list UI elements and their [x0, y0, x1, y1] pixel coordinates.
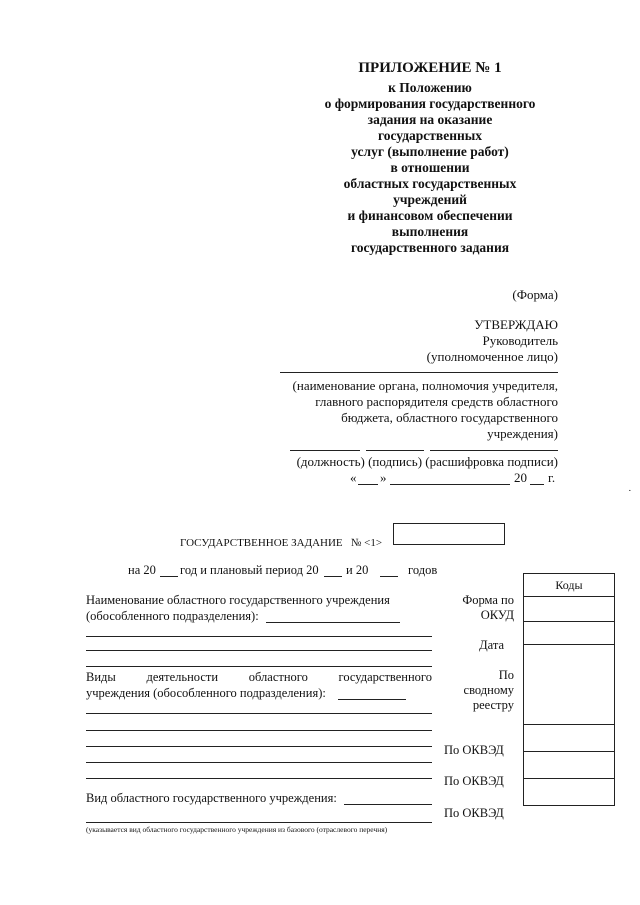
assignment-number: № <1> [350, 537, 383, 549]
annex-line: и финансовом обеспечении [347, 208, 513, 223]
approve-label: УТВЕРЖДАЮ [474, 317, 558, 332]
annex-line: выполнения [391, 224, 469, 239]
org-note-line: главного распорядителя средств областного [315, 394, 558, 409]
okud-label [440, 593, 514, 623]
okved-label-2: По ОКВЭД [444, 774, 504, 788]
annex-line: учреждений [393, 192, 467, 207]
period-mid: год и плановый период 20 [180, 563, 319, 577]
date-open-quote: « [350, 470, 357, 485]
date-close-quote: » [380, 470, 387, 485]
sign-caption: (должность) (подпись) (расшифровка подписи) [296, 454, 558, 469]
okved-label-1: По ОКВЭД [444, 743, 504, 757]
period-year-line[interactable] [160, 576, 178, 577]
inst-name-label-2: (обособленного подразделения): [86, 609, 259, 623]
assignment-title-text: ГОСУДАРСТВЕННОЕ ЗАДАНИЕ [180, 537, 343, 549]
assignment-title [180, 537, 382, 549]
org-name-line[interactable] [280, 372, 558, 373]
annex-line: о формирования государственного [324, 96, 536, 111]
inst-name-line[interactable] [86, 666, 432, 667]
activities-line[interactable] [86, 762, 432, 763]
activities-line[interactable] [86, 778, 432, 779]
annex-line: областных государственных [343, 176, 517, 191]
activities-label-1: Виды деятельности областного государственного [86, 670, 432, 684]
okud-label-line: Форма по [462, 593, 514, 607]
plan-year-1-line[interactable] [324, 576, 342, 577]
okved-code-cell-1[interactable] [524, 725, 614, 752]
annex-line: государственных [377, 128, 483, 143]
codes-header: Коды [524, 574, 614, 597]
inst-type-line[interactable] [86, 822, 432, 823]
date-year-prefix: 20 [514, 470, 527, 485]
inst-name-line[interactable] [266, 622, 400, 623]
inst-name-line[interactable] [86, 650, 432, 651]
plan-year-2-line[interactable] [380, 576, 398, 577]
activities-line[interactable] [86, 713, 432, 714]
annex-subtitle [300, 80, 560, 256]
authorized-label: (уполномоченное лицо) [426, 349, 558, 364]
date-year-line[interactable] [530, 484, 544, 485]
activities-line[interactable] [338, 699, 406, 700]
registry-label-line: По [498, 668, 514, 682]
form-label: (Форма) [512, 287, 558, 302]
head-label: Руководитель [482, 333, 558, 348]
activities-label-2: учреждения (обособленного подразделения): [86, 686, 326, 700]
activities-line[interactable] [86, 746, 432, 747]
date-code-cell[interactable] [524, 622, 614, 645]
period-prefix: на 20 [128, 563, 156, 577]
inst-name-line[interactable] [86, 636, 432, 637]
annex-line: задания на оказание [367, 112, 493, 127]
date-year-suffix: г. [548, 470, 556, 485]
date-month-line[interactable] [390, 484, 510, 485]
approval-date [350, 470, 560, 486]
registry-label-line: реестру [472, 698, 514, 712]
okved-code-cell-2[interactable] [524, 752, 614, 779]
date-day-line[interactable] [358, 484, 378, 485]
inst-type-label: Вид областного государственного учреждения: [86, 791, 337, 805]
org-note-line: бюджета, областного государственного [341, 410, 558, 425]
okved-code-cell-3[interactable] [524, 779, 614, 806]
annex-line: государственного задания [350, 240, 510, 255]
annex-line: к Положению [388, 80, 472, 95]
date-label: Дата [479, 638, 504, 652]
inst-name-label-1: Наименование областного государственного учреждения [86, 593, 390, 607]
annex-title: ПРИЛОЖЕНИЕ № 1 [358, 60, 502, 76]
org-note-line: (наименование органа, полномочия учредителя, [292, 378, 558, 393]
period-line [128, 563, 458, 579]
annex-line: в отношении [390, 160, 470, 175]
period-suffix: годов [408, 563, 438, 577]
okud-label-line: ОКУД [480, 608, 514, 622]
position-line[interactable] [290, 450, 360, 451]
signature-line[interactable] [366, 450, 424, 451]
signature-decode-line[interactable] [430, 450, 558, 451]
activities-line[interactable] [86, 730, 432, 731]
okved-label-3: По ОКВЭД [444, 806, 504, 820]
inst-type-footnote: (указывается вид областного государственного учреждения из базового (отраслевого перечня) [86, 825, 388, 834]
codes-table [523, 573, 615, 806]
org-note-line: учреждения) [487, 426, 558, 441]
registry-code-cell[interactable] [524, 645, 614, 725]
registry-label-line: сводному [463, 683, 514, 697]
registry-label [440, 668, 514, 713]
period-and: и 20 [346, 563, 369, 577]
okud-code-cell[interactable] [524, 597, 614, 622]
annex-line: услуг (выполнение работ) [351, 144, 509, 159]
stray-mark: ˙ [628, 488, 632, 500]
org-note [293, 378, 558, 442]
inst-type-line[interactable] [344, 804, 432, 805]
assignment-number-box[interactable] [393, 523, 505, 545]
